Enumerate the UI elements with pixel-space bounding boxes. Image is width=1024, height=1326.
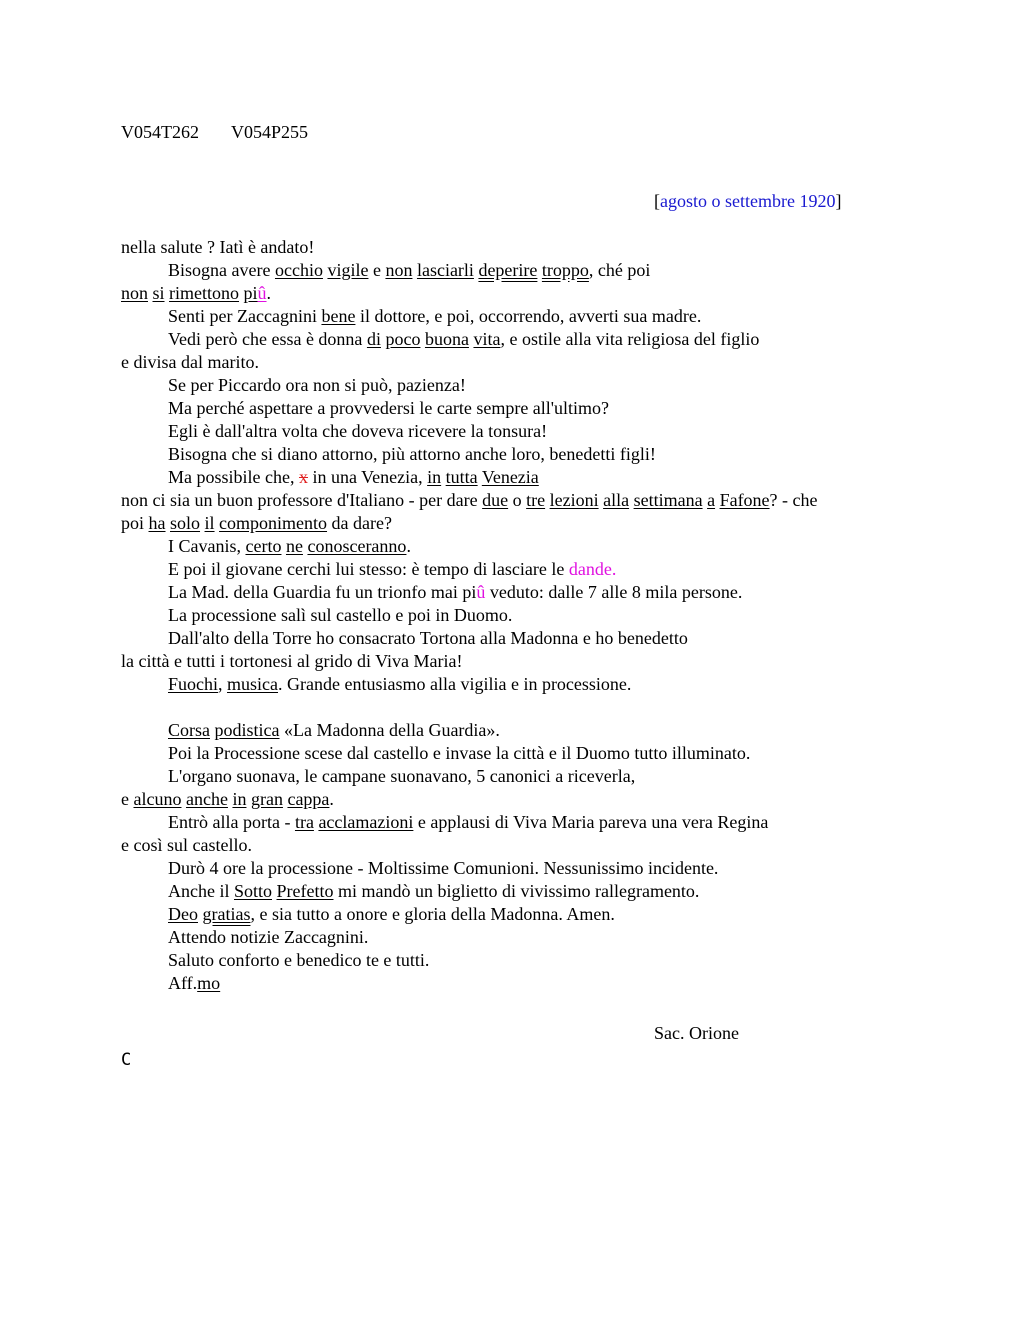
- text-run: e divisa dal marito.: [121, 352, 259, 372]
- underlined-text: buona: [424, 329, 469, 349]
- letter-line: [121, 512, 392, 535]
- text-run: la città e tutti i tortonesi al grido di Viva Maria!: [121, 651, 463, 671]
- letter-line: [168, 443, 656, 466]
- letter-line: [121, 788, 334, 811]
- letter-line: [168, 673, 631, 696]
- text-run: mi mandò un biglietto di vivissimo rallegramento.: [333, 881, 700, 901]
- letter-line: [168, 880, 699, 903]
- underlined-text: conosceranno: [307, 536, 407, 556]
- footer-mark: C: [121, 1050, 132, 1070]
- text-run: . Grande entusiasmo alla vigilia e in processione.: [278, 674, 632, 694]
- underlined-text: solo: [170, 513, 201, 533]
- letter-line: [121, 650, 463, 673]
- text-run: Durò 4 ore la processione - Moltissime Comunioni. Nessunissimo incidente.: [168, 858, 719, 878]
- text-run: .: [329, 789, 334, 809]
- underlined-text: alla: [603, 490, 630, 510]
- letter-line: [168, 466, 539, 489]
- letter-line: [168, 535, 411, 558]
- text-run: nella salute ? Iatì è andato!: [121, 237, 315, 257]
- text-run: .: [266, 283, 272, 303]
- text-run: e: [368, 260, 386, 280]
- text-run: o: [508, 490, 527, 510]
- text-run: I Cavanis,: [168, 536, 246, 556]
- underlined-text: tutta: [445, 467, 478, 487]
- date-bracket-close: ]: [835, 191, 842, 211]
- underlined-text: non: [385, 260, 413, 280]
- letter-line: [121, 351, 259, 374]
- date-line: [654, 190, 841, 213]
- underlined-text: poco: [385, 329, 421, 349]
- underlined-text: Fuochi: [168, 674, 219, 694]
- underlined-text: tre: [526, 490, 546, 510]
- underlined-text: rimettono: [169, 283, 240, 303]
- text-run: e così sul castello.: [121, 835, 252, 855]
- struck-text: x: [298, 467, 308, 487]
- text-run: da dare?: [327, 513, 392, 533]
- underlined-text: a: [707, 490, 716, 510]
- text-run: .: [406, 536, 411, 556]
- text-run: Dall'alto della Torre ho consacrato Tortona alla Madonna e ho benedetto: [168, 628, 688, 648]
- underlined-text: settimana: [633, 490, 703, 510]
- text-run: Vedi però che essa è donna: [168, 329, 367, 349]
- text-run: E poi il giovane cerchi lui stesso: è tempo di lasciare le: [168, 559, 569, 579]
- underlined-text: bene: [321, 306, 356, 326]
- volume-code: V054T262: [121, 122, 199, 142]
- text-run: Entrò alla porta -: [168, 812, 295, 832]
- page-code: V054P255: [231, 122, 309, 142]
- text-run: Ma perché aspettare a provvedersi le carte sempre all'ultimo?: [168, 398, 610, 418]
- letter-line: [121, 236, 314, 259]
- text-run: La processione salì sul castello e poi in Duomo.: [168, 605, 513, 625]
- underlined-text: mo: [197, 973, 221, 993]
- text-run: e: [121, 789, 134, 809]
- underlined-text: Deo: [168, 904, 198, 924]
- letter-line: [168, 581, 742, 604]
- letter-line: [168, 926, 368, 949]
- underlined-text: non: [121, 283, 148, 303]
- text-run: Poi la Processione scese dal castello e invase la città e il Duomo tutto illuminato.: [168, 743, 751, 763]
- underlined-text: di: [366, 329, 381, 349]
- underlined-text: componimento: [219, 513, 328, 533]
- underlined-text: gratias: [202, 904, 251, 924]
- text-run: Se per Piccardo ora non si può, pazienza!: [168, 375, 466, 395]
- text-run: Senti per Zaccagnini: [168, 306, 322, 326]
- text-run: e applausi di Viva Maria pareva una vera Regina: [413, 812, 769, 832]
- letter-line: [168, 742, 750, 765]
- letter-date: agosto o settembre 1920: [660, 191, 836, 211]
- underlined-text: deperire: [478, 260, 538, 280]
- underlined-text: Corsa: [168, 720, 210, 740]
- text-run: ? - che: [769, 490, 818, 510]
- letter-line: [168, 811, 768, 834]
- text-run: il dottore, e poi, occorrendo, avverti sua madre.: [355, 306, 702, 326]
- letter-line: [121, 834, 252, 857]
- underlined-text: tra: [294, 812, 314, 832]
- underlined-text: û: [257, 283, 267, 303]
- underlined-text: cappa: [287, 789, 330, 809]
- text-run: Ma possibile che,: [168, 467, 299, 487]
- text-run: non ci sia un buon professore d'Italiano - per dare: [121, 490, 483, 510]
- letter-line: [168, 374, 466, 397]
- underlined-text: ne: [285, 536, 303, 556]
- letter-line: [168, 949, 429, 972]
- underlined-text: pi: [243, 283, 258, 303]
- underlined-text: Sotto: [233, 881, 272, 901]
- text-run: , ché poi: [588, 260, 651, 280]
- text-run: Anche il: [168, 881, 234, 901]
- underlined-text: Prefetto: [276, 881, 334, 901]
- underlined-text: vita: [473, 329, 501, 349]
- text-run: veduto: dalle 7 alle 8 mila persone.: [485, 582, 743, 602]
- date-bracket-open: [: [654, 191, 660, 211]
- underlined-text: musica: [227, 674, 279, 694]
- highlighted-text: dande.: [568, 559, 617, 579]
- letter-line: [168, 558, 616, 581]
- text-run: , e ostile alla vita religiosa del figlio: [500, 329, 760, 349]
- letter-line: [168, 328, 759, 351]
- underlined-text: ha: [148, 513, 166, 533]
- letter-line: [168, 397, 609, 420]
- letter-line: [168, 765, 635, 788]
- text-run: in una Venezia,: [307, 467, 428, 487]
- underlined-text: certo: [245, 536, 282, 556]
- header-codes: [121, 121, 308, 144]
- letter-line: [168, 305, 701, 328]
- underlined-text: si: [152, 283, 165, 303]
- letter-line: [168, 857, 718, 880]
- underlined-text: Fafone: [719, 490, 770, 510]
- underlined-text: lasciarli: [416, 260, 474, 280]
- letter-line: [121, 282, 271, 305]
- letter-line: [168, 903, 615, 926]
- underlined-text: anche: [185, 789, 228, 809]
- signature: Sac. Orione: [654, 1023, 739, 1043]
- underlined-text: in: [232, 789, 247, 809]
- text-run: ,: [218, 674, 228, 694]
- underlined-text: gran: [250, 789, 283, 809]
- underlined-text: Venezia: [481, 467, 539, 487]
- text-run: «La Madonna della Guardia».: [279, 720, 500, 740]
- text-run: Aff.: [168, 973, 198, 993]
- letter-line: [168, 259, 650, 282]
- text-run: poi: [121, 513, 149, 533]
- letter-line: [168, 627, 688, 650]
- text-run: Saluto conforto e benedico te e tutti.: [168, 950, 430, 970]
- text-run: , e sia tutto a onore e gloria della Madonna. Amen.: [250, 904, 615, 924]
- letter-line: [168, 604, 512, 627]
- letter-line: [168, 719, 500, 742]
- underlined-text: acclamazioni: [318, 812, 414, 832]
- letter-line: [168, 420, 547, 443]
- underlined-text: podistica: [214, 720, 280, 740]
- text-run: Bisogna avere: [168, 260, 275, 280]
- text-run: Attendo notizie Zaccagnini.: [168, 927, 369, 947]
- underlined-text: in: [427, 467, 442, 487]
- underlined-text: occhio: [274, 260, 323, 280]
- underlined-text: lezioni: [549, 490, 599, 510]
- underlined-text: alcuno: [133, 789, 182, 809]
- text-run: La Mad. della Guardia fu un trionfo mai pi: [168, 582, 477, 602]
- text-run: Bisogna che si diano attorno, più attorno anche loro, benedetti figli!: [168, 444, 656, 464]
- text-run: Egli è dall'altra volta che doveva ricevere la tonsura!: [168, 421, 548, 441]
- underlined-text: vigile: [327, 260, 369, 280]
- underlined-text: troppo: [541, 260, 589, 280]
- text-run: L'organo suonava, le campane suonavano, 5 canonici a riceverla,: [168, 766, 636, 786]
- underlined-text: il: [204, 513, 215, 533]
- letter-line: [121, 489, 818, 512]
- letter-line: [168, 972, 220, 995]
- highlighted-text: û: [476, 582, 486, 602]
- underlined-text: due: [482, 490, 509, 510]
